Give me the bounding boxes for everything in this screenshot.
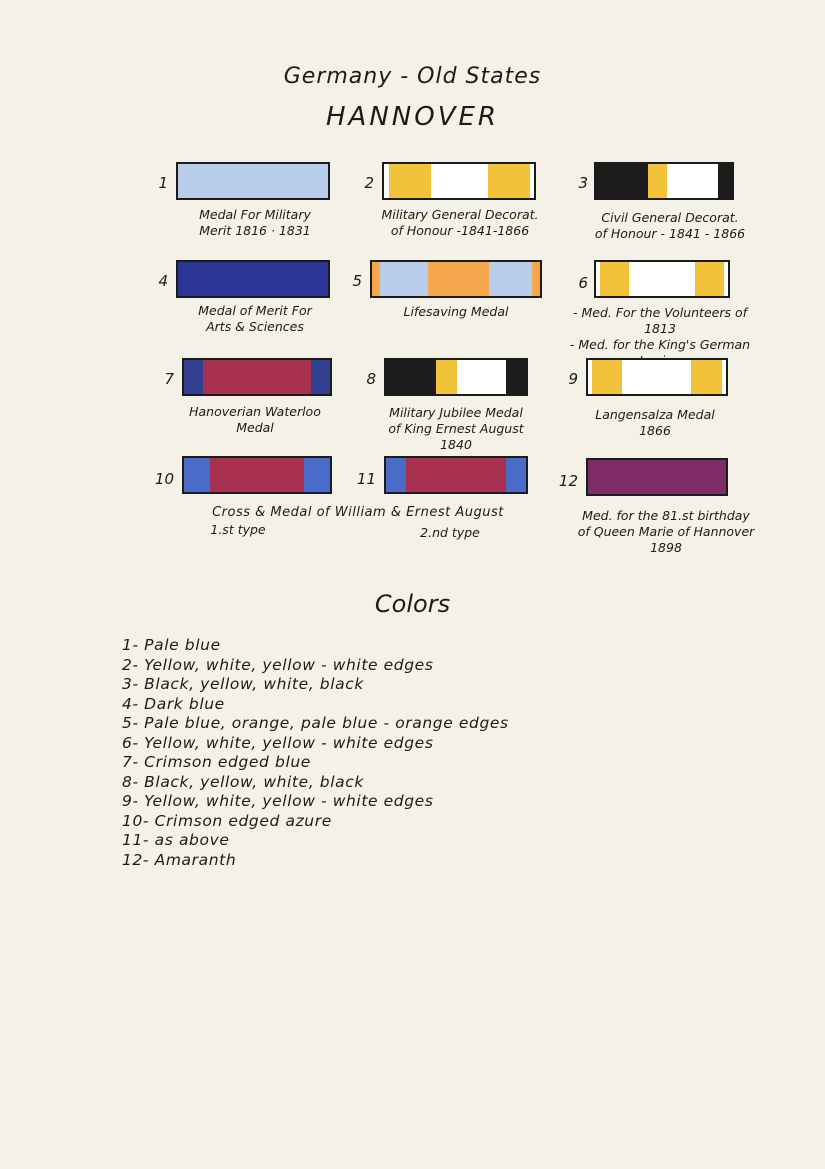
ribbon-9-stripe-5 — [722, 360, 726, 394]
ribbon-6-stripe-2 — [600, 262, 629, 296]
ribbon-8-stripe-2 — [436, 360, 457, 394]
color-item-4: 4- Dark blue — [122, 694, 225, 713]
ribbon-6-stripe-4 — [695, 262, 724, 296]
ribbon-caption-8: Military Jubilee Medal of King Ernest August 1840 — [388, 405, 524, 452]
color-item-10: 10- Crimson edged azure — [122, 811, 332, 830]
ribbon-5-stripe-1 — [372, 262, 380, 296]
ribbon-2-stripe-4 — [488, 164, 530, 198]
color-item-8: 8- Black, yellow, white, black — [122, 772, 364, 791]
ribbon-9-stripe-2 — [592, 360, 622, 394]
ribbon-6-stripe-3 — [629, 262, 695, 296]
ribbon-1 — [176, 162, 330, 200]
ribbon-11 — [384, 456, 528, 494]
color-item-5: 5- Pale blue, orange, pale blue - orange edges — [122, 714, 509, 732]
ribbon-caption-2: Military General Decorat. of Honour -1841-1866 — [381, 207, 539, 238]
ribbon-caption-4: Medal of Merit For Arts & Sciences — [198, 303, 312, 334]
ribbon-8-stripe-3 — [457, 360, 506, 394]
page-subtitle: Germany - Old States — [283, 64, 542, 89]
ribbon-12-stripe-1 — [588, 460, 726, 494]
ribbon-9-stripe-3 — [622, 360, 691, 394]
ribbon-number-2: 2 — [364, 174, 374, 192]
ribbon-number-9: 9 — [568, 370, 578, 388]
ribbon-2-stripe-2 — [389, 164, 431, 198]
ribbon-caption-12: Med. for the 81.st birthday of Queen Marie of Hannover 1898 — [577, 508, 755, 555]
ribbon-1-stripe-1 — [178, 164, 328, 198]
ribbon-number-12: 12 — [558, 472, 578, 490]
ribbon-10-stripe-3 — [304, 458, 330, 492]
ribbon-number-3: 3 — [578, 174, 588, 192]
ribbon-number-6: 6 — [578, 274, 588, 292]
ribbon-3-stripe-1 — [596, 164, 648, 198]
ribbon-10 — [182, 456, 332, 494]
ribbon-5-stripe-2 — [380, 262, 428, 296]
ribbon-number-7: 7 — [164, 370, 174, 388]
ribbon-8-stripe-1 — [386, 360, 436, 394]
ribbon-8-stripe-4 — [506, 360, 526, 394]
ribbon-number-8: 8 — [366, 370, 376, 388]
ribbon-7-stripe-3 — [311, 360, 330, 394]
ribbon-number-11: 11 — [356, 470, 376, 488]
color-item-7: 7- Crimson edged blue — [122, 753, 311, 771]
ribbon-caption-6: - Med. For the Volunteers of 1813 - Med. for the King's German — [569, 305, 751, 352]
ribbon-2 — [382, 162, 536, 200]
caption-type-2: 2.nd type — [420, 525, 480, 540]
ribbon-number-5: 5 — [352, 272, 362, 290]
ribbon-caption-9: Langensalza Medal 1866 — [595, 407, 715, 438]
color-item-2: 2- Yellow, white, yellow - white edges — [122, 655, 434, 674]
ribbon-5 — [370, 260, 542, 298]
color-item-9: 9- Yellow, white, yellow - white edges — [122, 792, 434, 810]
color-item-12: 12- Amaranth — [122, 850, 237, 869]
color-item-1: 1- Pale blue — [122, 636, 221, 654]
ribbon-5-stripe-5 — [532, 262, 540, 296]
colors-list — [122, 636, 509, 870]
ribbon-6 — [594, 260, 730, 298]
ribbon-2-stripe-5 — [530, 164, 535, 198]
page-title: HANNOVER — [326, 102, 499, 132]
ribbon-3-stripe-2 — [648, 164, 667, 198]
ribbon-caption-5: Lifesaving Medal — [403, 304, 509, 319]
ribbon-number-4: 4 — [158, 272, 168, 290]
ribbon-5-stripe-3 — [428, 262, 489, 296]
ribbon-3-stripe-3 — [667, 164, 719, 198]
color-item-11: 11- as above — [122, 831, 230, 849]
ribbon-6-stripe-5 — [724, 262, 728, 296]
ribbon-10-stripe-1 — [184, 458, 210, 492]
ribbon-caption-1: Medal For Military Merit 1816 · 1831 — [199, 207, 311, 238]
ribbon-7 — [182, 358, 332, 396]
ribbon-number-10: 10 — [154, 470, 174, 488]
ribbon-4-stripe-1 — [178, 262, 328, 296]
ribbon-11-stripe-3 — [506, 458, 526, 492]
ribbon-3 — [594, 162, 734, 200]
caption-shared: Cross & Medal of William & Ernest August — [212, 505, 504, 520]
caption-type-1: 1.st type — [210, 522, 266, 537]
ribbon-9 — [586, 358, 728, 396]
ribbon-number-1: 1 — [158, 174, 168, 192]
ribbon-5-stripe-4 — [489, 262, 532, 296]
ribbon-2-stripe-3 — [431, 164, 488, 198]
color-item-6: 6- Yellow, white, yellow - white edges — [122, 733, 434, 752]
ribbon-9-stripe-4 — [691, 360, 721, 394]
ribbon-10-stripe-2 — [210, 458, 303, 492]
ribbon-11-stripe-2 — [406, 458, 507, 492]
ribbon-4 — [176, 260, 330, 298]
ribbon-12 — [586, 458, 728, 496]
ribbon-caption-7: Hanoverian Waterloo Medal — [189, 404, 321, 435]
ribbon-8 — [384, 358, 528, 396]
ribbon-caption-3: Civil General Decorat. of Honour - 1841 - 1866 — [594, 210, 746, 241]
ribbon-7-stripe-1 — [184, 360, 203, 394]
color-item-3: 3- Black, yellow, white, black — [122, 675, 364, 693]
ribbon-7-stripe-2 — [203, 360, 311, 394]
ribbon-3-stripe-4 — [718, 164, 732, 198]
ribbon-11-stripe-1 — [386, 458, 406, 492]
colors-heading: Colors — [374, 590, 451, 618]
